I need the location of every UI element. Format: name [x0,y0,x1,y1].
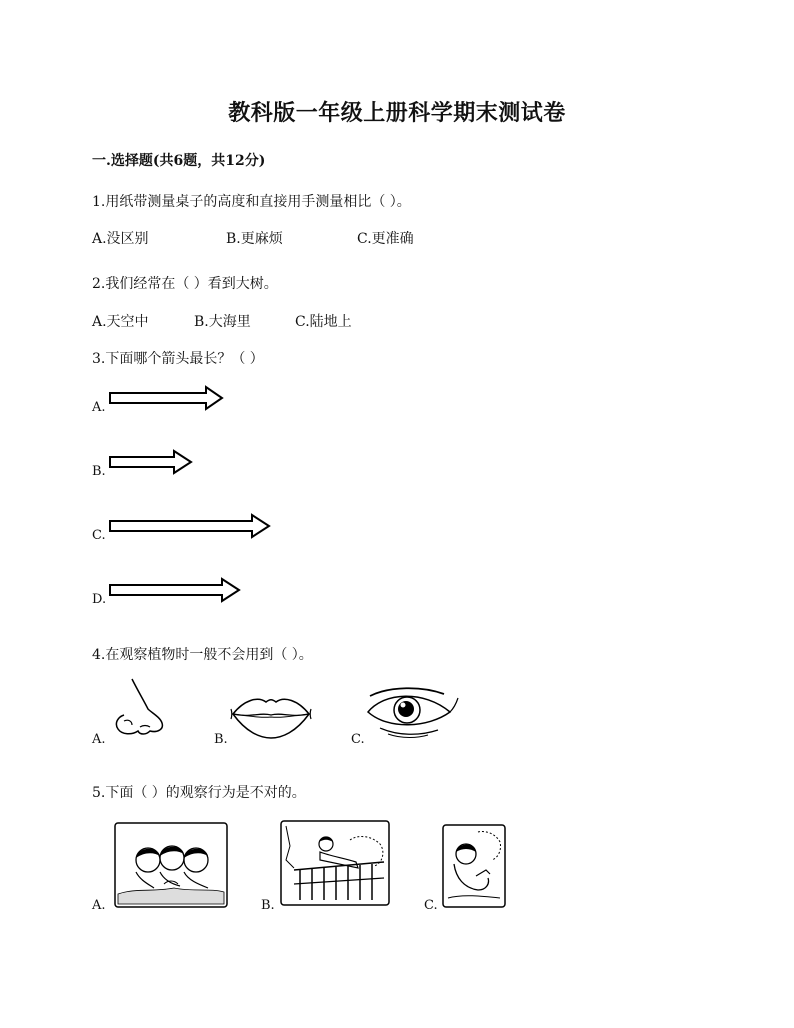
question-1-option-c[interactable]: C.更准确 [357,231,414,247]
question-1-stem: 1.用纸带测量桌子的高度和直接用手测量相比（ ）。 [92,194,411,210]
question-4-option-a-label[interactable]: A. [92,732,106,747]
question-3-stem: 3.下面哪个箭头最长？（ ） [92,351,264,367]
question-1-option-b[interactable]: B.更麻烦 [226,231,283,247]
page-title: 教科版一年级上册科学期末测试卷 [228,100,566,126]
question-4-stem: 4.在观察植物时一般不会用到（ ）。 [92,647,313,663]
arrow-a-icon [108,386,224,410]
mouth-icon [230,692,312,740]
question-5-option-b-label[interactable]: B. [261,898,275,913]
question-5-option-c-label[interactable]: C. [424,898,438,913]
children-observing-together-image [114,822,228,908]
nose-icon [110,677,172,739]
question-4-option-c-label[interactable]: C. [351,732,365,747]
question-2-option-c[interactable]: C.陆地上 [295,314,352,330]
question-4-option-b-label[interactable]: B. [214,732,228,747]
question-3-option-c-label[interactable]: C. [92,528,106,543]
child-observing-alone-image [442,824,506,908]
question-2-stem: 2.我们经常在（ ）看到大树。 [92,276,278,292]
arrow-d-icon [108,578,242,602]
question-2-option-a[interactable]: A.天空中 [92,314,149,330]
eye-icon [366,686,462,740]
question-5-stem: 5.下面（ ）的观察行为是不对的。 [92,785,306,801]
question-1-option-a[interactable]: A.没区别 [92,231,149,247]
arrow-b-icon [108,450,194,474]
child-leaning-over-fence-image [280,820,390,906]
question-5-option-a-label[interactable]: A. [92,898,106,913]
question-3-option-d-label[interactable]: D. [92,592,107,607]
question-3-option-b-label[interactable]: B. [92,464,106,479]
question-3-option-a-label[interactable]: A. [92,400,106,415]
arrow-c-icon [108,514,272,538]
section-heading: 一.选择题(共6题，共12分) [92,153,266,169]
question-2-option-b[interactable]: B.大海里 [194,314,251,330]
